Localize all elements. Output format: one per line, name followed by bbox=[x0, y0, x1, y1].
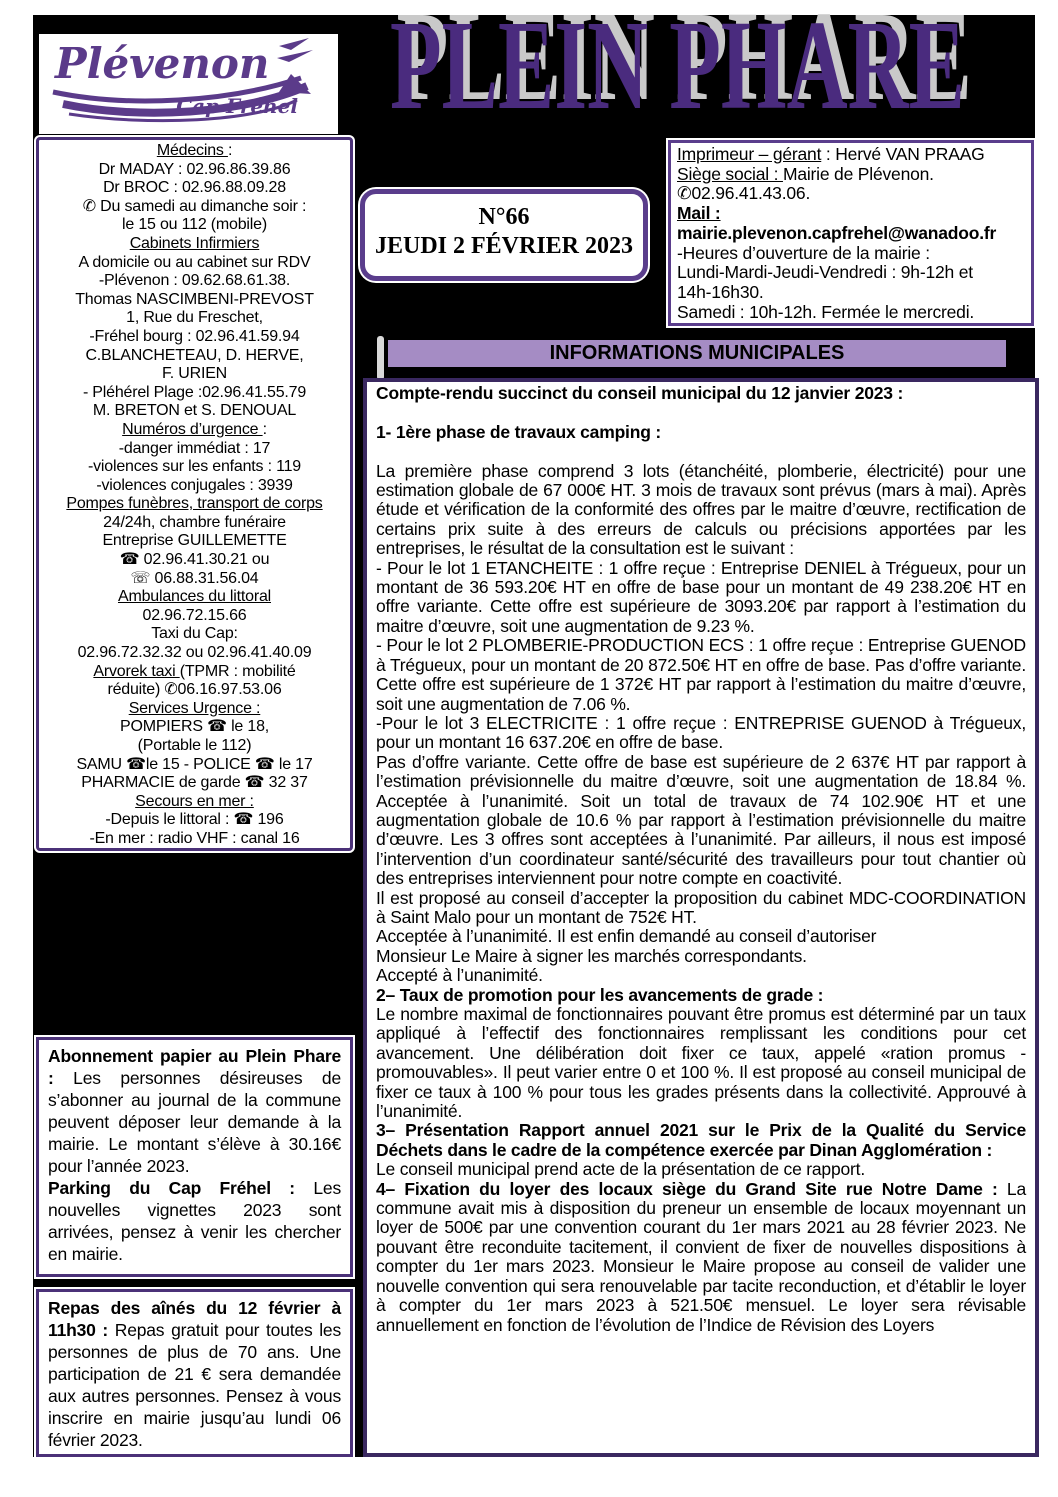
section-banner-municipal-informations: INFORMATIONS MUNICIPALES bbox=[386, 338, 1008, 369]
text-line: F. URIEN bbox=[161, 365, 228, 383]
text-line: -Depuis le littoral : ☎ 196 bbox=[105, 811, 284, 829]
text-line: Dr BROC : 02.96.88.09.28 bbox=[103, 179, 286, 197]
banner-tab-decoration bbox=[377, 336, 384, 380]
text-line: Numéros d’urgence : bbox=[122, 420, 267, 438]
text-line: -En mer : radio VHF : canal 16 bbox=[89, 829, 300, 847]
text-line: ☎ 02.96.41.30.21 ou bbox=[119, 551, 270, 569]
text-line: Secours en mer : bbox=[135, 792, 254, 810]
text-line: M. BRETON et S. DENOUAL bbox=[92, 402, 297, 420]
text-line: ✆02.96.41.43.06. bbox=[677, 183, 811, 204]
seniors-meal-notice bbox=[36, 1289, 353, 1457]
text-line: 1- 1ère phase de travaux camping : bbox=[376, 421, 661, 442]
text-line bbox=[376, 442, 1026, 461]
newsletter-title: PLEIN PHARE bbox=[390, 0, 965, 136]
text-line: C.BLANCHETEAU, D. HERVE, bbox=[85, 346, 304, 364]
text-line: Abonnement papier au Plein Phare : Les personnes désireuses de s’abonner au journal de la commune peuvent déposer leur demande à la mairie. Le montant s’élève à 30.16€ pour l’année 2023. bbox=[48, 1046, 341, 1176]
text-line: 24/24h, chambre funéraire bbox=[103, 513, 286, 531]
issue-date: JEUDI 2 FÉVRIER 2023 bbox=[374, 233, 634, 259]
text-line: Siège social : Mairie de Plévenon. bbox=[677, 163, 934, 184]
text-line: -Heures d’ouverture de la mairie : bbox=[677, 242, 930, 263]
text-line: Il est proposé au conseil d’accepter la proposition du cabinet MDC-COORDINATION à Saint Malo pour un montant de 752€ HT. bbox=[376, 887, 1026, 927]
publisher-info-box bbox=[668, 140, 1034, 326]
text-line: Le nombre maximal de fonctionnaires pouvant être promus est déterminé par un taux appliqué à l’effectif des fonctionnaires remplissant les conditions pour cet avancement. Une délibération doit fixer ce taux, appelé «ration promus - promouvables». Il peut varier entre 0 et 100 %. Il est proposé au conseil municipal de fixer ce taux à 100 % pour tous les grades présents dans la collectivité. Approuvé à l’unanimité. bbox=[376, 1004, 1026, 1122]
text-line: - Pour le lot 2 PLOMBERIE-PRODUCTION ECS : 1 offre reçue : Entreprise GUENOD à Trégueux, pour un montant de 20 872.50€ HT en offre de base. Pas d’offre variante. Cette offre est supérieure de 1 372€ HT par rapport à l’estimation du maitre d’œuvre, soit une augmentation de 7.06 %. bbox=[376, 635, 1026, 714]
commune-logo bbox=[39, 34, 338, 134]
text-line: Acceptée à l’unanimité. Il est enfin demandé au conseil d’autoriser bbox=[376, 926, 877, 947]
text-line: 02.96.72.32.32 ou 02.96.41.40.09 bbox=[77, 644, 312, 662]
council-report-article bbox=[363, 378, 1039, 1457]
text-line: Imprimeur – gérant : Hervé VAN PRAAG bbox=[677, 144, 985, 164]
text-line: mairie.plevenon.capfrehel@wanadoo.fr bbox=[677, 222, 997, 243]
text-line bbox=[376, 403, 1026, 422]
text-line: le 15 ou 112 (mobile) bbox=[122, 216, 267, 234]
text-line: Entreprise GUILLEMETTE bbox=[102, 532, 287, 550]
text-line: Cabinets Infirmiers bbox=[129, 234, 260, 252]
text-line: A domicile ou au cabinet sur RDV bbox=[78, 253, 311, 271]
text-line: (Portable le 112) bbox=[137, 737, 252, 754]
text-line: Accepté à l’unanimité. bbox=[376, 965, 543, 986]
text-line: Compte-rendu succinct du conseil municipal du 12 janvier 2023 : bbox=[376, 383, 904, 403]
text-line: -Plévenon : 09.62.68.61.38. bbox=[98, 272, 291, 290]
text-line: Monsieur Le Maire à signer les marchés correspondants. bbox=[376, 945, 807, 966]
logo-subtitle: Cap Fréhel bbox=[176, 94, 298, 118]
logo-commune-name: Plévenon bbox=[55, 39, 270, 88]
text-line: 14h-16h30. bbox=[677, 281, 764, 302]
text-line: - Pour le lot 1 ETANCHEITE : 1 offre reçue : Entreprise DENIEL à Trégueux, pour un montant de 36 593.20€ HT en offre de base pour un montant de 49 238.20€ HT en offre variante. Cette offre est supérieure de 3093.20€ par rapport à l’estimation du maitre d’œuvre, soit une augmentation de 9.23 %. bbox=[376, 557, 1026, 636]
text-line: réduite) ✆06.16.97.53.06 bbox=[107, 681, 282, 699]
text-line: -Fréhel bourg : 02.96.41.59.94 bbox=[89, 327, 300, 345]
text-line: -danger immédiat : 17 bbox=[118, 439, 271, 457]
text-line: Thomas NASCIMBENI-PREVOST bbox=[75, 290, 314, 308]
text-line: Le conseil municipal prend acte de la présentation de ce rapport. bbox=[376, 1159, 865, 1180]
text-line: Pas d’offre variante. Cette offre de base est supérieure de 2 637€ HT par rapport à l’estimation prévisionnelle du maitre d’œuvre, soit une augmentation de 18.84 %. Acceptée à l’unanimité. Soit un total de travaux de 74 102.90€ HT et une augmentation globale de 10.6 % par rapport à l’estimation prévisionnelle du maitre d’œuvre. Les 3 offres sont acceptées à l’unanimité. Par ailleurs, il nous est imposé l’intervention d’un coordinateur santé/sécurité des travailleurs pour tout chantier où des entreprises interviennent pour notre compte en coactivité. bbox=[376, 751, 1026, 889]
text-line: Mail : bbox=[677, 203, 721, 224]
text-line: -violences conjugales : 3939 bbox=[96, 476, 293, 494]
text-line: Parking du Cap Fréhel : Les nouvelles vignettes 2023 sont arrivées, pensez à venir les chercher en mairie. bbox=[48, 1178, 341, 1264]
text-line: Arvorek taxi (TPMR : mobilité bbox=[93, 662, 296, 680]
text-line: - Pléhérel Plage :02.96.41.55.79 bbox=[82, 383, 307, 401]
text-line: Dr MADAY : 02.96.86.39.86 bbox=[98, 160, 291, 178]
text-line: ☏ 06.88.31.56.04 bbox=[130, 569, 259, 587]
text-line: Ambulances du littoral bbox=[117, 588, 271, 606]
text-line: Lundi-Mardi-Jeudi-Vendredi : 9h-12h et bbox=[677, 262, 973, 283]
text-line: Samedi : 10h-12h. Fermée le mercredi. bbox=[677, 301, 975, 322]
text-line: Pompes funèbres, transport de corps bbox=[66, 495, 323, 513]
text-line: La première phase comprend 3 lots (étanchéité, plomberie, électricité) pour une estimation globale de 67 000€ HT. 3 mois de travaux sont prévus (mars à mai). Après étude et vérification de la conformité des offres par le maitre d’œuvre, rectification de certains prix suite à des erreurs de calculs ou précisions apportées par les entreprises, le résultat de la consultation est le suivant : bbox=[376, 460, 1026, 559]
text-line: 3– Présentation Rapport annuel 2021 sur le Prix de la Qualité du Service Déchets dans le cadre de la compétence exercée par Dinan Agglomération : bbox=[376, 1120, 1026, 1160]
emergency-contacts-sidebar bbox=[36, 137, 353, 851]
text-line: Taxi du Cap: bbox=[151, 625, 238, 643]
text-line: POMPIERS ☎ le 18, bbox=[119, 718, 270, 736]
text-line: -Pour le lot 3 ELECTRICITE : 1 offre reçue : ENTREPRISE GUENOD à Trégueux, pour un montant 16 637.20€ en offre de base. bbox=[376, 712, 1026, 753]
text-line: 2– Taux de promotion pour les avancements de grade : bbox=[376, 984, 824, 1005]
text-line: Médecins : bbox=[156, 142, 233, 159]
text-line: -violences sur les enfants : 119 bbox=[88, 458, 301, 476]
text-line: SAMU ☎le 15 - POLICE ☎ le 17 bbox=[76, 755, 313, 773]
issue-number: N°66 bbox=[478, 204, 530, 230]
text-line: Repas des aînés du 12 février à 11h30 : Repas gratuit pour toutes les personnes de plus de 70 ans. Une participation de 21 € sera demandée aux autres personnes. Pensez à vous inscrire en mairie jusqu’au lundi 06 février 2023. bbox=[48, 1298, 341, 1450]
subscription-parking-notice bbox=[36, 1037, 353, 1277]
text-line: 1, Rue du Freschet, bbox=[126, 309, 263, 327]
text-line: 4– Fixation du loyer des locaux siège du Grand Site rue Notre Dame : La commune avait mis à disposition du preneur un ensemble de locaux moyennant un loyer de 500€ par une convention courant du 1er mars 2021 au 28 février 2023. Ne pouvant être reconduite tacitement, il convient de fixer de nouvelles dispositions à compter du 1er mars 2023. Monsieur le Maire propose au conseil de valider une nouvelle convention qui sera renouvelable par tacite reconduction, et d’établir le loyer à compter du 1er mars 2023 à 521.50€ mensuel. Le loyer sera révisable annuellement en fonction de l’évolution de l’Indice de Révision des Loyers bbox=[376, 1178, 1026, 1335]
text-line: ✆ Du samedi au dimanche soir : bbox=[82, 197, 307, 215]
text-line: PHARMACIE de garde ☎ 32 37 bbox=[81, 774, 308, 792]
text-line: Services Urgence : bbox=[128, 699, 261, 717]
issue-box bbox=[360, 189, 648, 281]
text-line: 02.96.72.15.66 bbox=[142, 606, 247, 624]
